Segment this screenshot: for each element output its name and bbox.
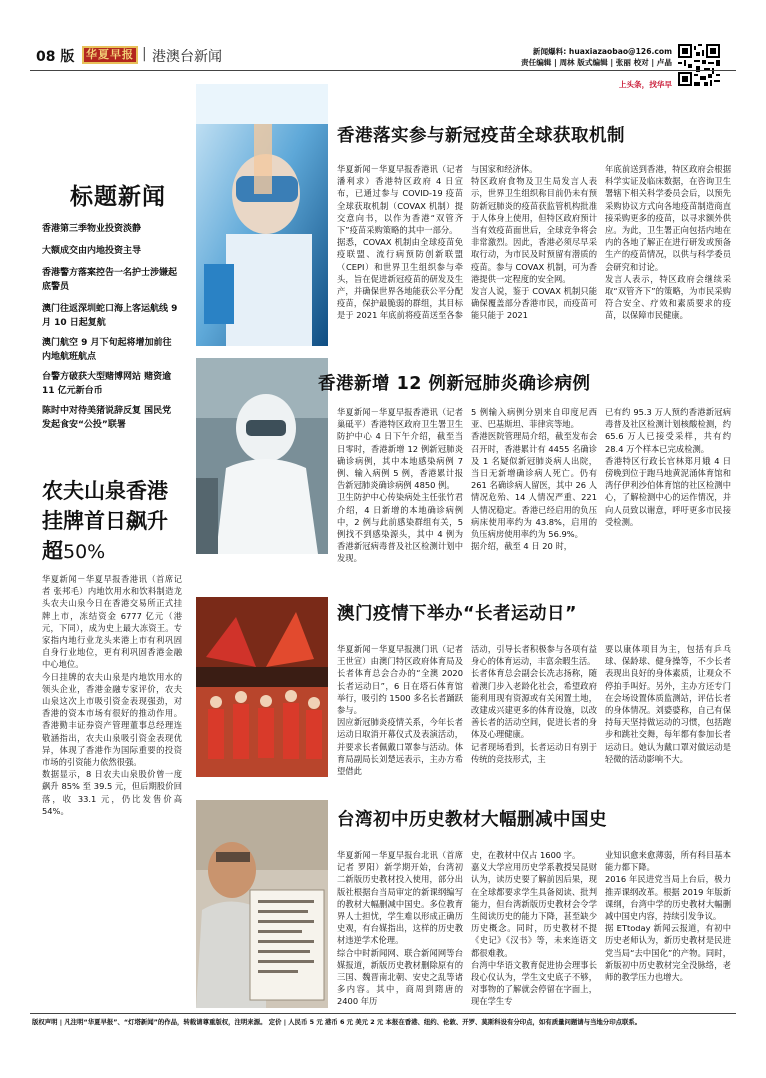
editors-line: 责任编辑 | 周林 版式编辑 | 张丽 校对 | 卢晶 [521, 58, 672, 67]
headline-item[interactable]: 香港第三季物业投资淡静 [42, 224, 142, 234]
article-column: 5 例输入病例分别来自印度尼西亚、巴基斯坦、菲律宾等地。 香港医院管理局介绍，截至发布会召开时，香港累计有 4455 名确诊及 1 名疑似新冠肺炎病人出院，当日无新增确诊病人死亡。仍有 261 名确诊病人留医，其中 26 人情况危殆、14 人情况严重、221 人情况稳定。香港已经启用的负压病床使用率约为 43.8%，启用的负压病房使用率约为 56.9%。 据介绍，截至 4 日 20 时， [471, 407, 597, 552]
contact-email: 新闻爆料: huaxiazaobao@126.com [532, 47, 672, 56]
sports-day-photo [196, 597, 328, 777]
article-column: 活动，引导长者积极参与各项有益身心的体育运动，丰富余暇生活。 长者体育总会副会长冼志扬称，随着澳门步入老龄化社会，希望政府能利用现有资源或有关闲置土地，改建成兴建更多的体育设施，以改善长者的活动空间，促进长者的身体及心理健康。 记者现场看到，长者运动日有别于传统的竞技形式，主 [471, 644, 597, 764]
qr-code-icon[interactable] [678, 44, 720, 86]
article-column: 年底前送到香港，特区政府会根据科学实证及临床数据，在咨询卫生署辖下相关科学委员会后，以预先采购协议方式向各地疫苗制造商直接采购更多的疫苗，以寻求额外供应。为此，卫生署正向包括内地在内的各地了解正在进行研发或预备生产的疫苗情况，以供与科学委员会研究和讨论。 发言人表示，特区政府会继续采取“双管齐下”的策略，为市民采购符合安全、疗效和素质要求的疫苗，以保障市民健康。 [605, 164, 731, 321]
headline-item[interactable]: 台警方破获大型赌博网站 赌资逾 11 亿元新台币 [42, 372, 172, 396]
feature-headline-percent: 50% [63, 541, 106, 563]
footer-rule [30, 1013, 736, 1014]
article-column: 史，在教材中仅占 1600 字。 嘉义大学应用历史学系教授吴昆财认为，读历史要了解前因后果，现在全球都要求学生具备阅读、批判能力，但台湾新版历史教材会令学生阅读历史的能力下降，甚至缺少历史概念。同时，历史教材不提《史记》《汉书》等，未来连语文都很难教。 台湾中华语文教育促进协会理事长段心仪认为，学生文史底子不够，对事物的了解就会停留在字面上，现在学生专 [471, 850, 597, 1007]
headline-item[interactable]: 大额成交由内地投资主导 [42, 246, 142, 256]
article-column: 华夏新闻－华夏早报澳门讯（记者 王世宣）由澳门特区政府体育局及长者体育总会合办的“全澳 2020 长者运动日”，6 日在塔石体育馆举行，吸引约 1500 多名长者踊跃参与。 因应新冠肺炎疫情关系，今年长者运动日取消开幕仪式及表演活动，并要求长者佩戴口罩参与活动。体育局副局长刘楚远表示，主办方希望借此 [337, 644, 463, 777]
headline-item[interactable]: 澳门往返深圳蛇口海上客运航线 9 月 10 日起复航 [42, 304, 178, 328]
lab-photo [196, 84, 328, 346]
headline-item[interactable]: 澳门航空 9 月下旬起将增加前往内地航班航点 [42, 338, 172, 362]
article-column: 业知识愈来愈薄弱，所有科目基本能力都下降。 2016 年民进党当局上台后，极力推弄课纲改革。根据 2019 年版新课纲，台湾中学的历史教材大幅删减中国史内容，持续引发争议。 据 ETtoday 新闻云报道，有初中历史老师认为，新历史教材是民进党当局“去中国化”的产物。同时，新版初中历史教材完全没脉络，老师的教学压力也增大。 [605, 850, 731, 983]
article-column: 与国家和经济体。 特区政府食物及卫生局发言人表示，世界卫生组织称目前仍未有预防新冠肺炎的疫苗获监管机构批准于人体身上使用，但特区政府预计当有效疫苗面世后，全球竞争将会非常激烈。因此，香港必须尽早采取行动，为市民及时预留有潜质的疫苗。参与 COVAX 机制，可为香港提供一定程度的安全网。 发言人说，鉴于 COVAX 机制只能确保覆盖部分香港市民，而疫苗可能只能于 2021 [471, 164, 597, 321]
newspaper-logo: 华夏早报 [82, 46, 138, 64]
feature-article-body: 华夏新闻－华夏早报香港讯（首席记者 张邦毛）内地饮用水和饮料制造龙头农夫山泉今日在香港交易所正式挂牌上市，冻结资金 6777 亿元（港元，下同），成为史上最大冻资王。专家指内地行业龙头来港上市有利巩固自身行业地位，更有利巩固香港金融中心地位。 今日挂牌的农夫山泉是内地饮用水的领头企业，香港金融专家评价，农夫山泉这次上市吸引资金表现强劲，对香港的资本市场有很好的推动作用。香港勤丰证券资产管理董事总经理连敬涵指出，农夫山泉吸引资金表现优异，体现了香港作为国际重要的投资市场的引资能力依然很强。 数据显示，8 日农夫山泉股价曾一度飙升 85% 至 39.5 元，但后期股价回落，收 33.1 元，仍比发售价高 54%。 [42, 574, 182, 816]
headline-item[interactable]: 陈时中对待美猪说辞反复 国民党发起食安“公投”联署 [42, 406, 172, 430]
footer-copyright: 版权声明 | 凡注明“华夏早报”、“灯塔新闻”的作品，转载请尊重版权，注明来源。 定价 | 人民币 5 元 港币 6 元 美元 2 元 本报在香港、纽约、伦敦、开罗、莫斯科设有分印点，如有质量问题请与当地分印点联系。 [32, 1018, 642, 1026]
sidebar-title: 标题新闻 [70, 184, 166, 210]
article-column: 已有约 95.3 万人预约香港新冠病毒普及社区检测计划核酸检测，约 65.6 万人已接受采样，共有约 28.4 万个样本已完成检测。 香港特区行政长官林郑月娥 4 日傍晚到位于跑马地黄泥涌体育馆和湾仔伊利沙伯体育馆的社区检测中心，了解检测中心的运作情况，并向人员致以谢意，呼吁更多市民接受检测。 [605, 407, 731, 527]
protective-suit-photo [196, 358, 328, 554]
header-rule [30, 70, 736, 71]
article-headline[interactable]: 香港新增 12 例新冠肺炎确诊病例 [318, 374, 591, 394]
headline-item[interactable]: 香港警方落案控告一名护士涉嫌起底警员 [42, 268, 178, 292]
header-divider: | [142, 46, 147, 62]
section-title: 港澳台新闻 [152, 49, 222, 65]
article-headline[interactable]: 香港落实参与新冠疫苗全球获取机制 [337, 126, 625, 146]
article-column: 要以康体项目为主，包括有乒乓球、保龄球、健身操等，不少长者表现出良好的身体素质，让观众不停拍手叫好。另外，主办方还专门在会场设置体质监测站，评估长者的身体情况。刘婆婆称，自己有保持每天坚持做运动的习惯，包括跑步和跳社交舞，每年都有参加长者运动日。她认为戴口罩对做运动是轻微的活动影响不大。 [605, 644, 731, 764]
feature-headline[interactable] [42, 476, 182, 567]
article-headline[interactable]: 台湾初中历史教材大幅删减中国史 [337, 810, 607, 830]
article-column: 华夏新闻－华夏早报香港讯（记者 潘利求）香港特区政府 4 日宣布，已通过参与 COVID-19 疫苗全球获取机制（COVAX 机制）提交意向书，以作为香港“双管齐下”疫苗采购策略的其中一部分。 据悉，COVAX 机制由全球疫苗免疫联盟、流行病预防创新联盟（CEPI）和世界卫生组织参与牵头，旨在促进新冠疫苗的研发及生产，并确保世界各地能获公平分配疫苗，保护最脆弱的群组，其目标是于 2021 年底前将疫苗送至各参 [337, 164, 463, 321]
article-column: 华夏新闻－华夏早报台北讯（首席记者 罗阳）新学期开始，台湾初二新版历史教材投入使用，部分出版社根据台当局审定的新课纲编写的教材大幅删减中国史。多位教育界人士担忧，学生难以形成正确历史观，有台媒指出，这样的历史教材违逆学术伦理。 综合中时新闻网、联合新闻网等台媒报道，新版历史教材删除原有的三国、魏晋南北朝、安史之乱等诸多内容。其中，商周到隋唐的 2400 年历 [337, 850, 463, 1007]
page-number: 08 版 [36, 49, 75, 65]
textbook-photo [196, 800, 328, 1008]
feature-headline-text: 农夫山泉香港挂牌首日飙升超 [42, 479, 168, 563]
article-column: 华夏新闻－华夏早报香港讯（记者 巢砥平）香港特区政府卫生署卫生防护中心 4 日下午介绍，截至当日零时，香港新增 12 例新冠肺炎确诊病例，其中本地感染病例 7 例、输入病例 5 例，香港累计报告新冠肺炎确诊病例 4850 例。 卫生防护中心传染病处主任张竹君介绍，4 日新增的本地确诊病例中，2 例与此前感染群组有关，5 例找不到感染源头，其中 4 例为香港新冠病毒普及社区检测计划中发现。 [337, 407, 463, 564]
slogan: 上头条，找华早 [618, 80, 672, 89]
article-headline[interactable]: 澳门疫情下举办“长者运动日” [337, 604, 578, 624]
